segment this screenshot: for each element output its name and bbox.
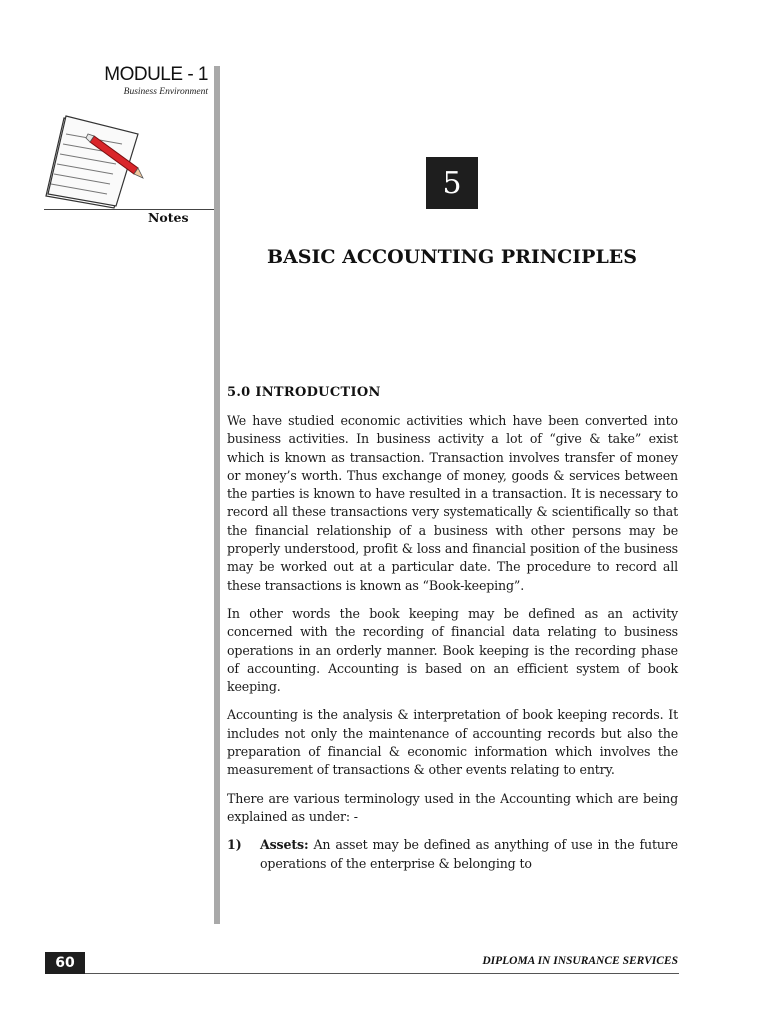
module-title: MODULE - 1	[104, 64, 208, 85]
notes-label: Notes	[148, 210, 189, 225]
notepad-pencil-icon	[44, 112, 148, 212]
paragraph: In other words the book keeping may be defined as an activity concerned with the recording of financial data relating to business operations in an orderly manner. Book keeping is the recording phase of accounting. Accounting is based on an efficient system of book keeping.	[227, 605, 678, 695]
section-heading: 5.0 INTRODUCTION	[227, 385, 381, 400]
chapter-number: 5	[442, 165, 462, 201]
footer-course-title: DIPLOMA IN INSURANCE SERVICES	[482, 955, 678, 967]
main-content	[227, 385, 678, 873]
list-term: Assets:	[260, 837, 309, 853]
list-number: 1)	[227, 837, 242, 853]
list-body	[260, 836, 678, 873]
page-number-box	[45, 952, 85, 974]
chapter-title: BASIC ACCOUNTING PRINCIPLES	[266, 246, 638, 268]
chapter-number-box	[426, 157, 478, 209]
paragraph: There are various terminology used in the Accounting which are being explained as under: -	[227, 790, 678, 824]
paragraph: We have studied economic activities which have been converted into business activities. In business activity a lot of “give & take” exist which is known as transaction. Transaction involves transfer of money or money’s worth. Thus exchange of money, goods & services between the parties is known to have resulted in a transaction. It is necessary to record all these transactions very systematically & scientifically so that the financial relationship of a business with other persons may be properly understood, profit & loss and financial position of the business may be worked out at a particular date. The procedure to record all these transactions is known as “Book-keeping”.	[227, 413, 678, 593]
page-number: 60	[55, 955, 75, 971]
sidebar-vertical-bar	[214, 66, 220, 924]
module-subtitle: Business Environment	[123, 87, 208, 97]
paragraph: Accounting is the analysis & interpretation of book keeping records. It includes not only the maintenance of accounting records but also the preparation of financial & economic information which involves the measurement of transactions & other events relating to entry.	[227, 707, 678, 778]
list-item	[227, 836, 678, 873]
list-text: An asset may be defined as anything of use in the future operations of the enterprise & belonging to	[260, 837, 678, 871]
footer-rule	[85, 973, 679, 974]
